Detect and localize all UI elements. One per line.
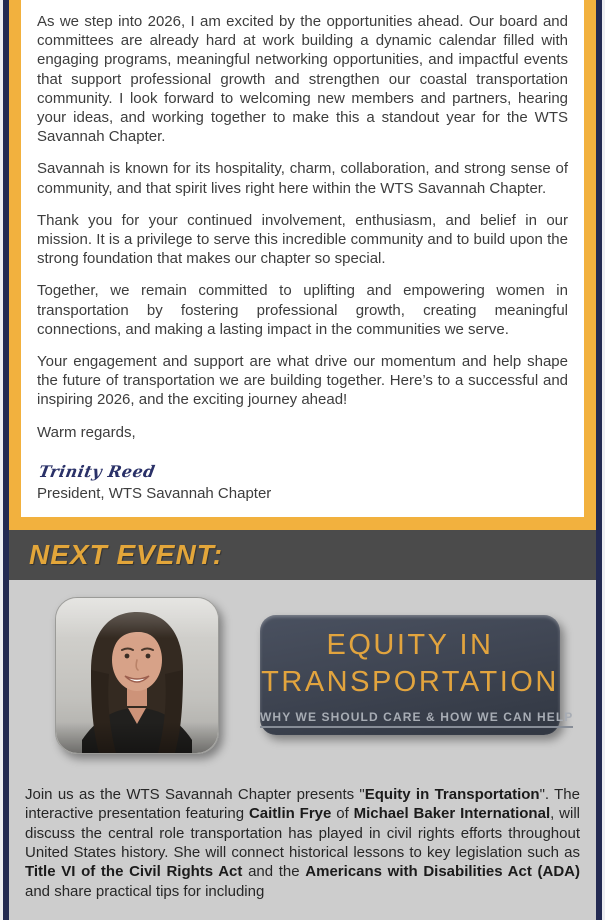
letter-paragraph: Your engagement and support are what drive our momentum and help shape the future of transportation we are building together. Here’s to a successful and inspiring 2026, and the exciting journey ahead!: [37, 353, 568, 409]
letter-closing: Warm regards,: [37, 423, 136, 441]
president-signature-title: President, WTS Savannah Chapter: [37, 484, 272, 502]
speaker-portrait-illustration: [56, 598, 218, 753]
president-signature: Trinity Reed: [37, 461, 157, 481]
event-title-banner: [260, 615, 574, 735]
letter-paragraph: Together, we remain committed to uplifting and empowering women in transportation by fostering professional growth, creating meaningful connections, and making a lasting impact in the communities we serve.: [37, 282, 568, 338]
event-subtitle: WHY WE SHOULD CARE & HOW WE CAN HELP: [260, 710, 573, 728]
president-letter-section: [9, 0, 596, 530]
letter-paragraph: As we step into 2026, I am excited by the opportunities ahead. Our board and committees are already hard at work building a dynamic calendar filled with engaging programs, meaningful networking opportunities, and impactful events that support professional growth and strengthen our coastal transportation community. I look forward to welcoming new members and partners, hearing your ideas, and working together to make this a standout year for the WTS Savannah Chapter.: [37, 13, 568, 146]
president-letter-box: [21, 0, 584, 517]
event-subtitle-wrap: [260, 708, 574, 728]
letter-paragraph: Savannah is known for its hospitality, charm, collaboration, and strong sense of community, and that spirit lives right here within the WTS Savannah Chapter.: [37, 160, 568, 197]
event-title-line2: TRANSPORTATION: [261, 665, 559, 698]
next-event-header-band: [9, 530, 596, 580]
event-description-section: [9, 770, 596, 920]
event-title: [260, 627, 560, 701]
event-title-line1: EQUITY IN: [326, 628, 494, 661]
speaker-headshot-photo: [55, 597, 219, 754]
newsletter-frame: [3, 0, 602, 920]
next-event-heading: NEXT EVENT:: [29, 538, 224, 570]
event-flyer: [9, 580, 596, 770]
letter-paragraph: Thank you for your continued involvement, enthusiasm, and belief in our mission. It is a privilege to serve this incredible community and to build upon the strong foundation that makes our chapter so special.: [37, 211, 568, 268]
event-description-paragraph: Join us as the WTS Savannah Chapter presents "Equity in Transportation". The interactive presentation featuring Caitlin Frye of Michael Baker International, will discuss the central role transportation has played in civil rights efforts throughout United States history. She will connect historical lessons to key legislation such as Title VI of the Civil Rights Act and the Americans with Disabilities Act (ADA) and share practical tips for including: [25, 785, 580, 900]
